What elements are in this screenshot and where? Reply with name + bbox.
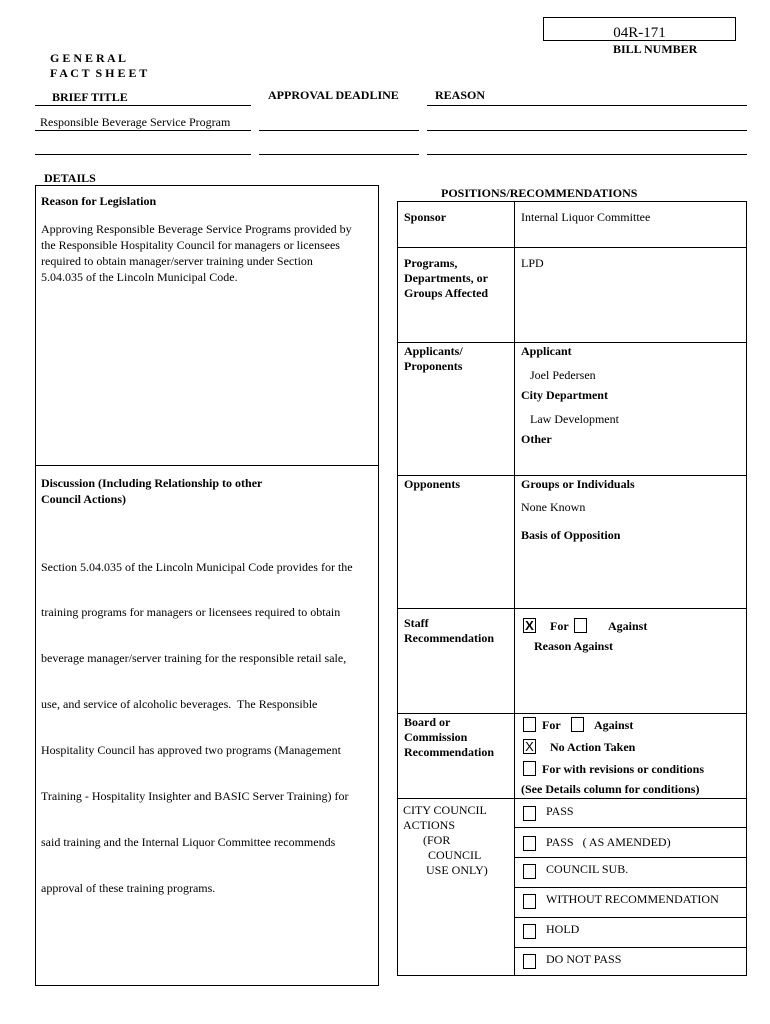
positions-title: POSITIONS/RECOMMENDATIONS (441, 186, 638, 200)
board-no-action-label: No Action Taken (550, 740, 636, 754)
brief-title-header-line (35, 105, 251, 106)
discussion-line: training programs for managers or licensees required to obtain (41, 605, 341, 620)
council-pass-label: PASS (546, 804, 574, 818)
reason-line: required to obtain manager/server training under Section (41, 254, 313, 268)
discussion-line: said training and the Internal Liquor Committee recommends (41, 834, 336, 849)
council-pass-amended-label: PASS ( AS AMENDED) (546, 835, 671, 849)
applicants-label-line: Proponents (404, 359, 463, 373)
staff-against-label: Against (608, 619, 648, 633)
sponsor-label: Sponsor (404, 210, 447, 224)
council-sub-label: COUNCIL SUB. (546, 862, 629, 876)
discussion-text (41, 529, 353, 911)
reason-line-2 (427, 154, 747, 155)
discussion-line: Hospitality Council has approved two programs (Management (41, 743, 341, 758)
council-pass-amended-checkbox[interactable] (523, 836, 536, 851)
discussion-line: Section 5.04.035 of the Lincoln Municipal Code provides for the (41, 559, 353, 574)
reason-line: 5.04.035 of the Lincoln Municipal Code. (41, 270, 238, 284)
programs-label (404, 256, 488, 301)
city-department-value: Law Development (530, 412, 619, 426)
reason-label: REASON (435, 88, 486, 102)
brief-title-label: BRIEF TITLE (52, 90, 128, 104)
board-revisions-label: For with revisions or conditions (542, 762, 705, 776)
positions-column-divider (514, 201, 515, 976)
discussion-line: beverage manager/server training for the responsible retail sale, (41, 651, 347, 666)
programs-label-line: Departments, or (404, 271, 488, 285)
reason-line: the Responsible Hospitality Council for managers or licensees (41, 238, 340, 252)
council-label-line: ACTIONS (403, 818, 456, 832)
row-divider (397, 247, 747, 248)
reason-text (41, 221, 352, 285)
bill-number-value: 04R-171 (613, 25, 666, 41)
row-divider (397, 342, 747, 343)
row-divider (397, 475, 747, 476)
programs-label-line: Programs, (404, 256, 458, 270)
discussion-line: Training - Hospitality Insighter and BASIC Server Training) for (41, 789, 349, 804)
council-sub-checkbox[interactable] (523, 864, 536, 879)
council-label-line: (FOR (423, 833, 451, 847)
staff-for-label: For (550, 619, 569, 633)
board-revisions-checkbox[interactable] (523, 761, 536, 776)
reason-header-line (427, 105, 747, 106)
council-divider (514, 917, 747, 918)
staff-label-line: Recommendation (404, 631, 494, 645)
approval-deadline-label: APPROVAL DEADLINE (268, 88, 399, 102)
council-divider (514, 827, 747, 828)
reason-line: Approving Responsible Beverage Service Programs provided by (41, 222, 352, 236)
council-label-line: USE ONLY) (426, 863, 488, 877)
applicant-heading: Applicant (521, 344, 572, 358)
board-label (404, 715, 494, 760)
groups-heading: Groups or Individuals (521, 477, 635, 491)
page-title-line1: G E N E R A L (50, 51, 127, 65)
city-department-heading: City Department (521, 388, 608, 402)
staff-reason-against: Reason Against (534, 639, 614, 653)
opponents-label: Opponents (404, 477, 461, 491)
applicants-label-line: Applicants/ (404, 344, 463, 358)
staff-against-checkbox[interactable] (574, 618, 587, 633)
applicants-label (404, 344, 463, 374)
board-see-details: (See Details column for conditions) (521, 782, 700, 796)
row-divider (397, 798, 747, 799)
details-divider (35, 465, 379, 466)
board-label-line: Recommendation (404, 745, 494, 759)
council-divider (514, 887, 747, 888)
council-hold-label: HOLD (546, 922, 580, 936)
reason-heading: Reason for Legislation (41, 194, 157, 208)
basis-heading: Basis of Opposition (521, 528, 621, 542)
brief-title-value: Responsible Beverage Service Program (40, 115, 231, 129)
programs-label-line: Groups Affected (404, 286, 489, 300)
sponsor-value: Internal Liquor Committee (521, 210, 651, 224)
council-do-not-pass-label: DO NOT PASS (546, 952, 622, 966)
council-without-rec-label: WITHOUT RECOMMENDATION (546, 892, 719, 906)
page-title-line2: F A C T S H E E T (50, 66, 148, 80)
reason-line-1 (427, 130, 747, 131)
council-label (403, 803, 488, 878)
groups-value: None Known (521, 500, 586, 514)
staff-label-line: Staff (404, 616, 429, 630)
details-label: DETAILS (44, 171, 96, 185)
board-label-line: Commission (404, 730, 468, 744)
row-divider (397, 713, 747, 714)
board-against-checkbox[interactable] (571, 717, 584, 732)
board-label-line: Board or (404, 715, 451, 729)
discussion-heading (41, 475, 262, 507)
brief-title-line-2 (35, 154, 251, 155)
council-label-line: COUNCIL (428, 848, 482, 862)
council-hold-checkbox[interactable] (523, 924, 536, 939)
discussion-line: use, and service of alcoholic beverages. The Responsible (41, 697, 318, 712)
discussion-line: approval of these training programs. (41, 880, 216, 895)
board-for-label: For (542, 718, 561, 732)
other-heading: Other (521, 432, 552, 446)
brief-title-line-1 (35, 130, 251, 131)
discussion-heading-line: Discussion (Including Relationship to other (41, 476, 263, 490)
council-divider (514, 947, 747, 948)
board-against-label: Against (594, 718, 634, 732)
council-without-rec-checkbox[interactable] (523, 894, 536, 909)
programs-value: LPD (521, 256, 544, 270)
row-divider (397, 608, 747, 609)
council-do-not-pass-checkbox[interactable] (523, 954, 536, 969)
council-divider (514, 857, 747, 858)
applicant-value: Joel Pedersen (530, 368, 596, 382)
board-for-checkbox[interactable] (523, 717, 536, 732)
approval-deadline-line-2 (259, 154, 419, 155)
staff-label (404, 616, 494, 646)
approval-deadline-line-1 (259, 130, 419, 131)
staff-for-checkbox[interactable]: X (523, 618, 536, 633)
board-no-action-checkbox[interactable]: X (523, 739, 536, 754)
council-pass-checkbox[interactable] (523, 806, 536, 821)
bill-number-label: BILL NUMBER (613, 42, 698, 56)
discussion-heading-line: Council Actions) (41, 492, 127, 506)
council-label-line: CITY COUNCIL (403, 803, 487, 817)
